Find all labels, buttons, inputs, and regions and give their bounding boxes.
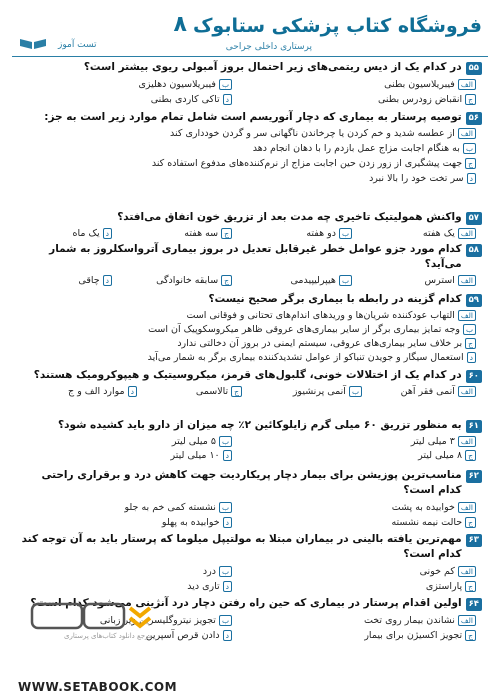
header-divider [12, 56, 488, 57]
option: بدرد [203, 565, 232, 578]
question-number: ۵۸ [466, 244, 482, 257]
option: بفیبریلاسیون دهلیزی [138, 78, 232, 91]
page-header [0, 0, 500, 58]
question-text: مناسب‌ترین پوزیشن برای بیمار دچار پریکاردیت جهت کاهش درد و برقراری راحتی کدام است؟ [41, 469, 462, 496]
question-number: ۶۱ [466, 420, 482, 433]
question-text: کدام گزینه در رابطه با بیماری برگر صحیح نیست؟ [208, 293, 462, 305]
setabook-watermark [26, 598, 156, 648]
option: دچاقی [78, 274, 112, 287]
option: ج۸ میلی لیتر [418, 449, 476, 462]
option: بآنمی پرنشیوز [293, 385, 362, 398]
option: دیک ماه [73, 227, 112, 240]
option: جسابقه خانوادگی [156, 274, 232, 287]
header-subtitle: پرستاری داخلی جراحی [225, 42, 312, 52]
question-number: ۶۰ [466, 370, 482, 383]
option: دتاری دید [187, 580, 232, 593]
watermark-text: مرجع دانلود کتاب‌های پرستاری [64, 632, 153, 640]
question [16, 110, 482, 187]
option: ددادن قرص آسپرین [146, 629, 232, 642]
option: الف۳ میلی لیتر [411, 435, 476, 448]
question-number: ۵۵ [466, 62, 482, 75]
question [16, 532, 482, 594]
option: الفآنمی فقر آهن [401, 385, 476, 398]
question-text: در کدام یک از دیس ریتمی‌های زیر احتمال بروز آمبولی ریوی بیشتر است؟ [83, 61, 462, 73]
option: دخوابیده به پهلو [162, 516, 232, 529]
question [16, 418, 482, 465]
question-number: ۵۹ [466, 294, 482, 307]
option: الفخوابیده به پشت [392, 501, 476, 514]
option: الففیبریلاسیون بطنی [384, 78, 476, 91]
option: الفنشاندن بیمار روی تخت [364, 614, 476, 627]
option: بدو هفته [306, 227, 352, 240]
question [16, 242, 482, 292]
option: بوجه تمایز بیماری برگر از سایر بیماری‌های عروقی ظاهر میکروسکوپیک آن است [148, 323, 476, 336]
question-text: به منظور تزریق ۶۰ میلی گرم زایلوکائین ۲٪ چه میزان از دارو باید کشیده شود؟ [58, 419, 462, 431]
option: بتجویز نیتروگلیسرین زیر زبانی [100, 614, 232, 627]
question-text: در کدام یک از اختلالات خونی، گلبول‌های قرمز، میکروسیتیک و هیپوکرومیک هستند؟ [33, 369, 462, 381]
option: الفکم خونی [420, 565, 476, 578]
option: ببه هنگام اجابت مزاج عمل بازدم را با دهان انجام دهد [253, 142, 476, 155]
option: الفاز عطسه شدید و خم کردن یا چرخاندن ناگهانی سر و گردن خودداری کند [170, 127, 476, 140]
book-logo-icon [18, 36, 48, 50]
question-text: مهم‌ترین یافته بالینی در بیماران مبتلا به مولتیپل میلوما که پرستار باید به آن توجه کند کدام است؟ [21, 533, 462, 560]
question [16, 292, 482, 369]
option: الفاسترس [425, 274, 476, 287]
brand [174, 14, 482, 36]
option: جحالت نیمه نشسته [391, 516, 476, 529]
option: الفیک هفته [423, 227, 476, 240]
question-number: ۵۶ [466, 112, 482, 125]
option: ججهت پیشگیری از زور زدن حین اجابت مزاج از نرم‌کننده‌های مدفوع استفاده کند [152, 157, 476, 170]
option: جتالاسمی [196, 385, 242, 398]
option: دموارد الف و ج [68, 385, 137, 398]
question-text: کدام مورد جزو عوامل خطر غیرقابل تعدیل در بروز بیماری آترواسکلروز به شمار می‌آید؟ [49, 243, 462, 270]
question-text: اولین اقدام پرستار در بیماری که حین راه رفتن دچار درد آنژینی می‌شود کدام است؟ [30, 597, 462, 609]
option: د۱۰ میلی لیتر [171, 449, 233, 462]
brand-title: فروشگاه کتاب پزشکی ستابوک [192, 15, 482, 37]
question [16, 368, 482, 403]
footer-url[interactable]: WWW.SETABOOK.COM [18, 680, 178, 694]
option: جانقباض زودرس بطنی [378, 93, 476, 106]
option: بهیپرلیپیدمی [290, 274, 352, 287]
option: جبر خلاف سایر بیماری‌های عروقی، سیستم ایمنی در بروز آن دخالتی ندارد [177, 337, 476, 350]
option: دسر تخت خود را بالا نبرد [369, 172, 476, 185]
option: الفالتهاب عودکننده شریان‌ها و وریدهای اندام‌های تحتانی و فوقانی است [186, 309, 476, 322]
question-text: توصیه پرستار به بیماری که دچار آنوریسم است شامل تمام موارد زیر است به جز: [44, 111, 462, 123]
option: جپاراستزی [426, 580, 476, 593]
option: بنشسته کمی خم به جلو [125, 501, 233, 514]
question [16, 60, 482, 107]
option: ب۵ میلی لیتر [172, 435, 232, 448]
question-number: ۵۷ [466, 212, 482, 225]
question-text: واکنش همولیتیک تاخیری چه مدت بعد از تزریق خون اتفاق می‌افتد؟ [117, 211, 462, 223]
option: داستعمال سیگار و جویدن تنباکو از عوامل تشدیدکننده بیماری برگر به شمار می‌آید [148, 351, 476, 364]
question [16, 468, 482, 530]
option: جتجویز اکسیژن برای بیمار [364, 629, 476, 642]
option: جسه هفته [184, 227, 232, 240]
question-number: ۶۳ [466, 534, 482, 547]
question-number: ۶۴ [466, 598, 482, 611]
chapter-number: ۸ [173, 12, 187, 37]
header-left-text: تست آموز [58, 40, 97, 50]
option: دتاکی کاردی بطنی [151, 93, 232, 106]
question-number: ۶۲ [466, 470, 482, 483]
